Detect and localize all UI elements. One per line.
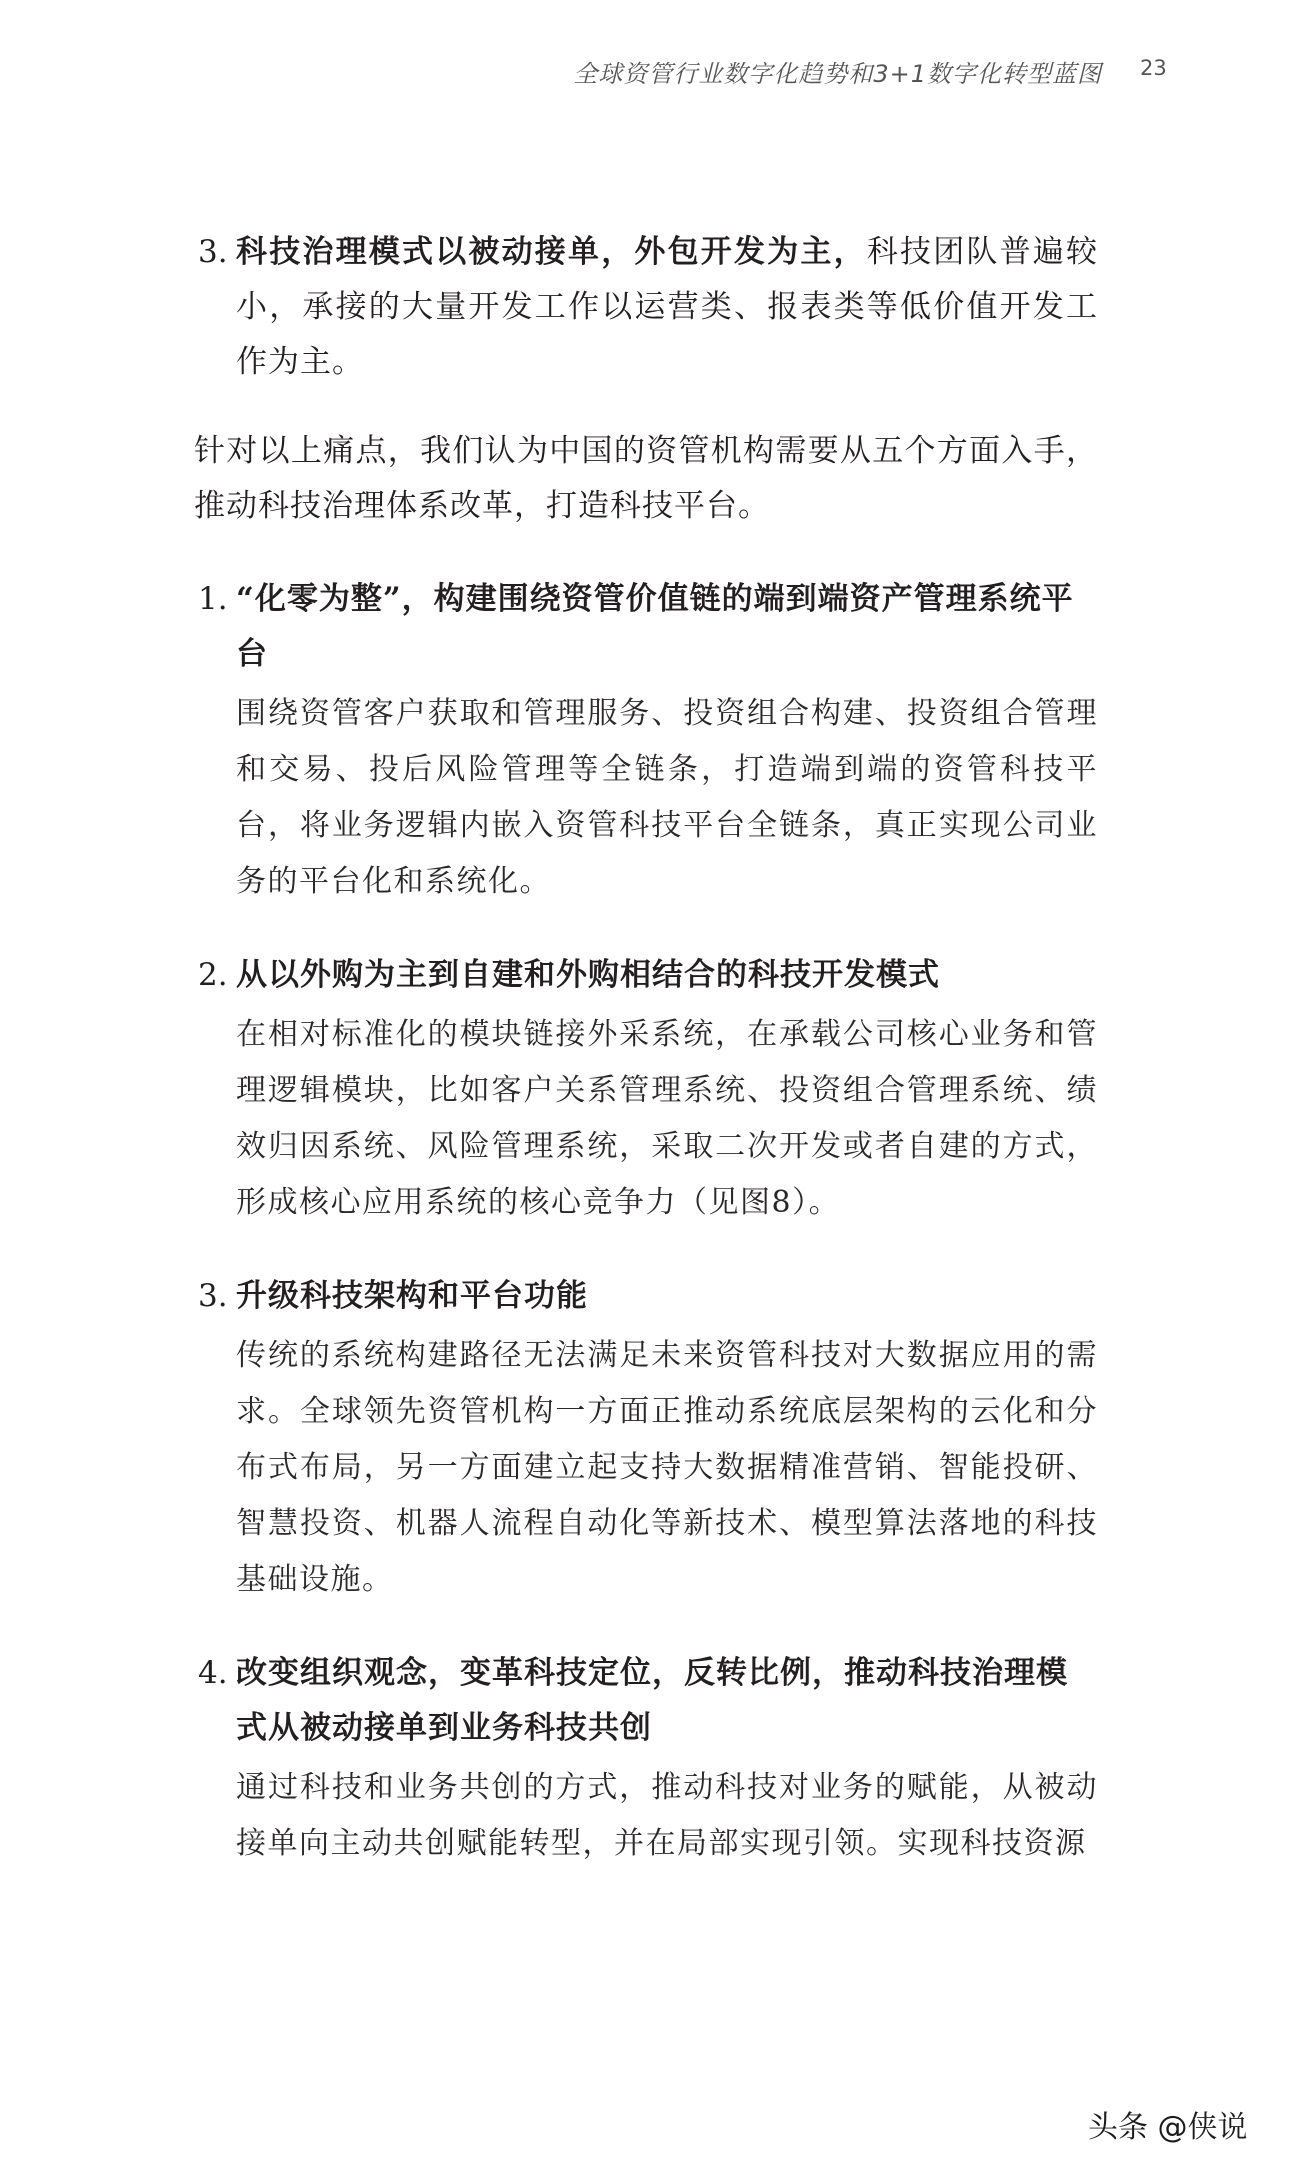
item-heading: 从以外购为主到自建和外购相结合的科技开发模式 bbox=[236, 957, 940, 993]
list-item bbox=[198, 948, 1098, 1231]
running-title: 全球资管行业数字化趋势和3+1数字化转型蓝图 bbox=[573, 60, 1102, 88]
lead-paragraph: 针对以上痛点，我们认为中国的资管机构需要从五个方面入手，推动科技治理体系改革，打造科技平台。 bbox=[194, 433, 1098, 524]
item-number: 1. bbox=[198, 581, 228, 617]
page-number: 23 bbox=[1140, 56, 1167, 80]
item-body: 通过科技和业务共创的方式，推动科技对业务的赋能，从被动接单向主动共创赋能转型，并在局部实现引领。实现科技资源 bbox=[236, 1770, 1098, 1861]
source-watermark: 头条 @侠说 bbox=[1088, 2110, 1248, 2145]
item-body: 在相对标准化的模块链接外采系统，在承载公司核心业务和管理逻辑模块，比如客户关系管理系统、投资组合管理系统、绩效归因系统、风险管理系统，采取二次开发或者自建的方式，形成核心应用系统的核心竞争力（见图8）。 bbox=[236, 1017, 1098, 1220]
list-item-intro bbox=[198, 225, 1098, 390]
list-item bbox=[198, 572, 1098, 910]
item-number: 2. bbox=[198, 957, 228, 993]
main-content bbox=[194, 225, 1099, 1872]
item-text: 科技团队普遍较小，承接的大量开发工作以运营类、报表类等低价值开发工作为主。 bbox=[236, 234, 1099, 380]
item-paragraph bbox=[236, 225, 1098, 390]
item-heading: 升级科技架构和平台功能 bbox=[236, 1278, 588, 1314]
page-header bbox=[0, 54, 1300, 94]
list-item bbox=[198, 1646, 1098, 1872]
item-heading: “化零为整”，构建围绕资管价值链的端到端资产管理系统平台 bbox=[236, 581, 1074, 672]
item-heading: 改变组织观念，变革科技定位，反转比例，推动科技治理模式从被动接单到业务科技共创 bbox=[236, 1655, 1068, 1746]
item-body: 传统的系统构建路径无法满足未来资管科技对大数据应用的需求。全球领先资管机构一方面正推动系统底层架构的云化和分布式布局，另一方面建立起支持大数据精准营销、智能投研、智慧投资、机器人流程自动化等新技术、模型算法落地的科技基础设施。 bbox=[236, 1338, 1098, 1597]
item-number: 4. bbox=[198, 1655, 228, 1691]
item-bold-lead: 科技治理模式以被动接单，外包开发为主， bbox=[236, 234, 867, 270]
item-body: 围绕资管客户获取和管理服务、投资组合构建、投资组合管理和交易、投后风险管理等全链条，打造端到端的资管科技平台，将业务逻辑内嵌入资管科技平台全链条，真正实现公司业务的平台化和系统化。 bbox=[236, 696, 1098, 899]
list-item bbox=[198, 1269, 1098, 1608]
item-number: 3. bbox=[198, 1278, 228, 1314]
item-number: 3. bbox=[198, 234, 228, 270]
